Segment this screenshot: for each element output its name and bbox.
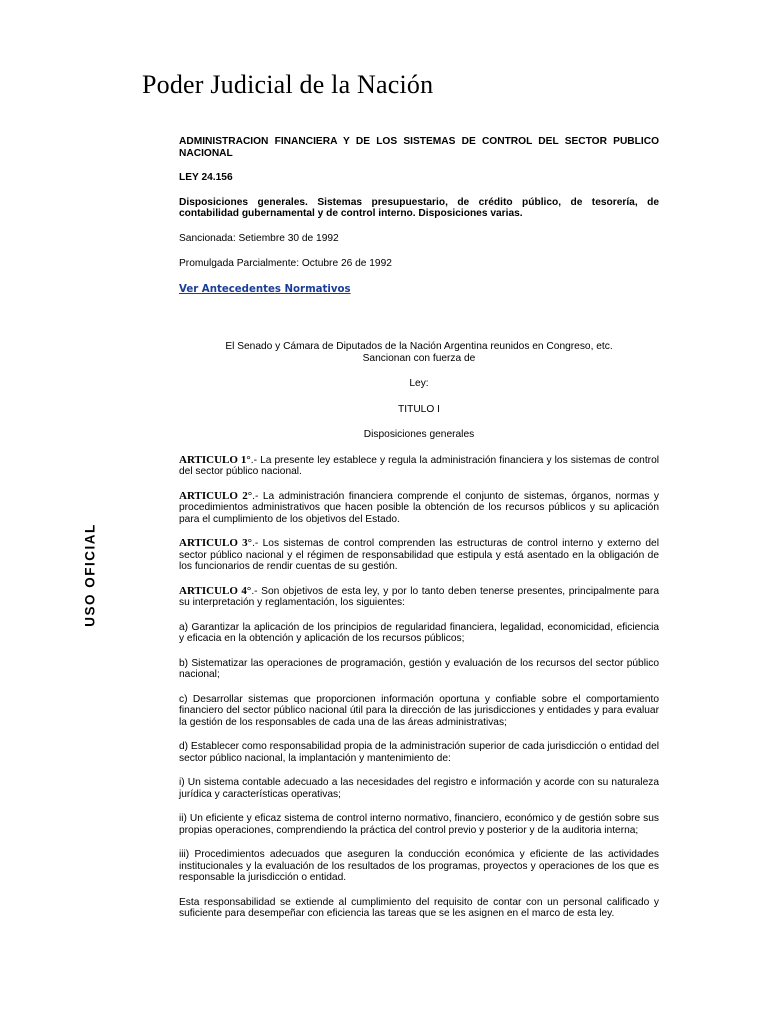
- article-2: [179, 491, 659, 526]
- ley-word: Ley:: [409, 378, 429, 389]
- law-number: LEY 24.156: [179, 172, 233, 183]
- preamble-line-1: El Senado y Cámara de Diputados de la Nación Argentina reunidos en Congreso, etc.: [225, 341, 613, 352]
- article-3-text: .- Los sistemas de control comprenden las estructuras de control interno y externo del sector público nacional y el régimen de responsabilidad que estipula y está asentado en la obligación de los funcionarios de rendir cuentas de su gestión.: [179, 538, 659, 572]
- item-a: a) Garantizar la aplicación de los principios de regularidad financiera, legalidad, economicidad, eficiencia y eficacia en la obtención y aplicación de los recursos públicos;: [179, 621, 659, 644]
- promulgated-date: Promulgada Parcialmente: Octubre 26 de 1992: [179, 258, 392, 269]
- article-1: [179, 455, 659, 478]
- article-4-text: .- Son objetivos de esta ley, y por lo tanto deben tenerse presentes, principalmente para su interpretación y reglamentación, los siguientes:: [179, 585, 659, 608]
- item-b: b) Sistematizar las operaciones de programación, gestión y evaluación de los recursos del sector público nacional;: [179, 657, 659, 680]
- law-subject: Disposiciones generales. Sistemas presupuestario, de crédito público, de tesorería, de contabilidad gubernamental y de control interno. Disposiciones varias.: [179, 196, 659, 219]
- side-watermark: [78, 520, 102, 630]
- sanctioned-date: Sancionada: Setiembre 30 de 1992: [179, 232, 339, 244]
- article-2-text: .- La administración financiera comprende el conjunto de sistemas, órganos, normas y procedimientos administrativos que hacen posible la obtención de los recursos públicos y su aplicación para el cumplimiento de los objetivos del Estado.: [179, 490, 659, 525]
- article-3-label: ARTICULO 3°: [179, 537, 253, 549]
- item-i: i) Un sistema contable adecuado a las necesidades del registro e información y acorde con su naturaleza jurídica y características operativas;: [179, 777, 659, 800]
- item-c: c) Desarrollar sistemas que proporcionen información oportuna y confiable sobre el comportamiento financiero del sector público nacional útil para la dirección de las jurisdicciones y entidades y para evaluar la gestión de los responsables de cada una de las áreas administrativas;: [179, 693, 659, 728]
- article-1-text: .- La presente ley establece y regula la administración financiera y los sistemas de control del sector público nacional.: [179, 454, 659, 477]
- article-2-label: ARTICULO 2°: [179, 489, 253, 502]
- article-4-label: ARTICULO 4°: [179, 584, 252, 597]
- antecedents-link[interactable]: Ver Antecedentes Normativos: [179, 283, 351, 295]
- closing-paragraph: Esta responsabilidad se extiende al cumplimiento del requisito de contar con un personal calificado y suficiente para desempeñar con eficiencia las tareas que se les asignen en el marco de esta ley.: [179, 896, 659, 919]
- preamble-line-2: Sancionan con fuerza de: [362, 352, 476, 364]
- title-number: TITULO I: [398, 403, 440, 415]
- item-d: d) Establecer como responsabilidad propia de la administración superior de cada jurisdicción o entidad del sector público nacional, la implantación y mantenimiento de:: [179, 741, 659, 764]
- side-watermark-text: USO OFICIAL: [82, 523, 98, 627]
- document-body: [179, 136, 659, 920]
- page-title: Poder Judicial de la Nación: [142, 70, 434, 99]
- law-heading: ADMINISTRACION FINANCIERA Y DE LOS SISTEMAS DE CONTROL DEL SECTOR PUBLICO NACIONAL: [179, 136, 659, 159]
- article-4: [179, 586, 659, 609]
- item-ii: ii) Un eficiente y eficaz sistema de control interno normativo, financiero, económico y de gestión sobre sus propias operaciones, comprendiendo la práctica del control previo y posterior y de la auditoria interna;: [179, 813, 659, 836]
- title-name: Disposiciones generales: [363, 429, 475, 440]
- item-iii: iii) Procedimientos adecuados que aseguren la conducción económica y eficiente de las actividades institucionales y la evaluación de los resultados de los programas, proyectos y operaciones de los que es responsable la jurisdicción o entidad.: [179, 849, 659, 883]
- article-1-label: ARTICULO 1°: [179, 453, 251, 466]
- article-3: [179, 538, 659, 573]
